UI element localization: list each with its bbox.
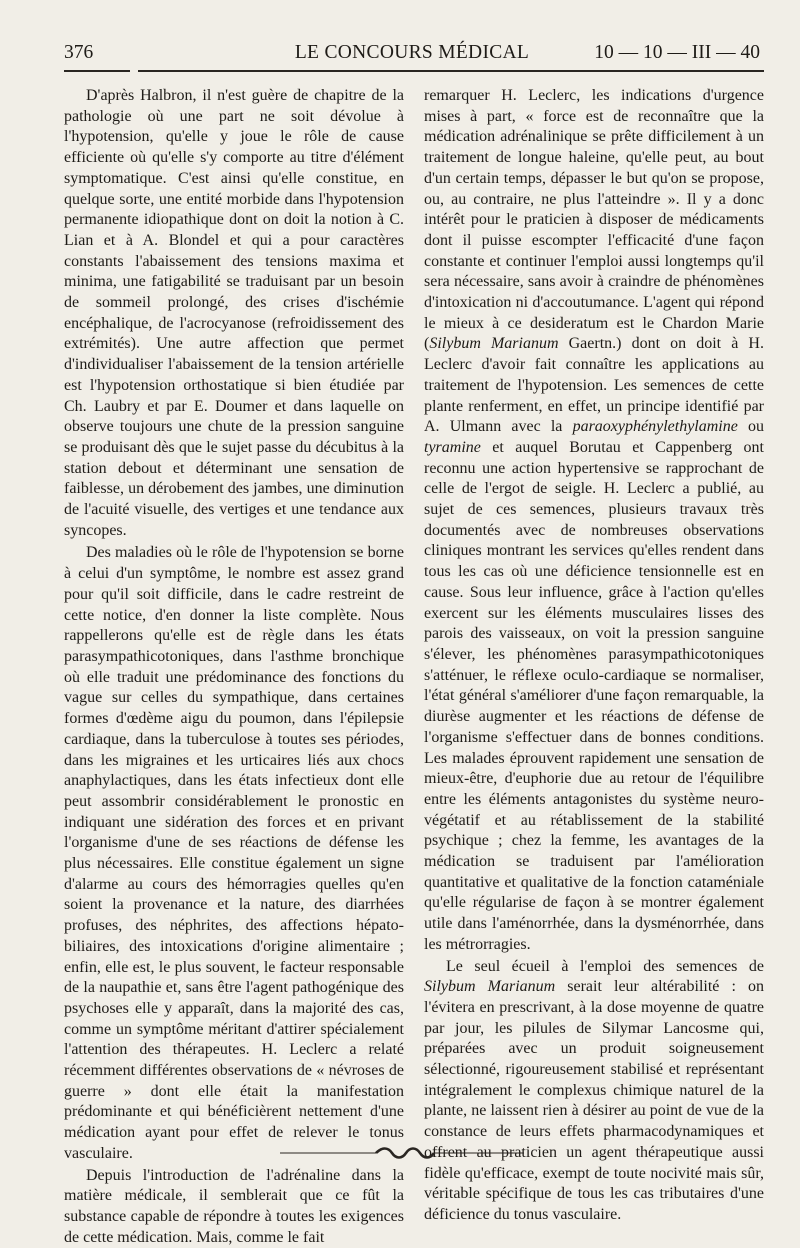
text-run: et auquel Borutau et Cappenberg ont reconnu une action hypertensive se rapprochant de celle de l'ergot de seigle. H. Leclerc a publié, au sujet de ces semences, plusieurs travaux très documentés avec de nombreuses observations cliniques montrant les services qu'elles rendent dans tous les cas où une déficience tensionnelle est en cause. Sous leur influence, grâce à l'action qu'elles exercent sur les éléments musculaires lisses des parois des vaisseaux, on voit la pression sanguine s'élever, les phénomènes parasympathicotoniques s'atténuer, le réflexe oculo-cardiaque se normaliser, l'état général s'améliorer d'une façon remarquable, la diurèse augmenter et les réactions de défense de l'organisme s'effectuer dans de bonnes conditions. Les malades éprouvent rapidement une sensation de mieux-être, d'euphorie due au retour de l'équilibre entre les éléments antagonistes du système neuro-végétatif et au rétablissement de la stabilité psychique ; chez la femme, les avantages de la médication se traduisent par l'amélioration quantitative et qualitative de la fonction cataméniale qu'elle régularise de façon à se montrer également utile dans l'aménorrhée, dans la dysménorrhée, dans les métrorragies.: [424, 438, 764, 953]
paragraph-silybum-effects: [424, 86, 764, 956]
compound-name-italic: paraoxyphénylethylamine: [572, 418, 738, 436]
species-name-italic: Silybum Marianum: [424, 978, 556, 996]
issue-date: 10 — 10 — III — 40: [594, 42, 760, 63]
paragraph-hypotension-entities: D'après Halbron, il n'est guère de chapitre de la pathologie où une part ne soit dévolue à l'hypotension, qu'elle y joue le rôle de cause efficiente où qu'elle s'y comporte au titre d'élément symptomatique. C'est ainsi qu'elle constitue, en quelque sorte, une entité morbide dans l'hypotension permanente idiopathique dont on doit la notion à C. Lian et à A. Blondel et qui a pour caractères constants l'abaissement des tensions maxima et minima, une fatigabilité se traduisant par un besoin de sommeil prolongé, des crises d'ischémie encéphalique, de l'acrocyanose (refroidissement des extrémités). Une autre affection que permet d'individualiser l'abaissement de la tension artérielle est l'hypotension orthostatique si bien étudiée par Ch. Laubry et par E. Doumer et dans laquelle on observe toujours une chute de la pression sanguine se produisant dès que le sujet passe du décubitus à la station debout et déterminant une sensation de faiblesse, un dérobement des jambes, une diminution de l'acuité visuelle, des vertiges et une tendance aux syncopes.: [64, 87, 404, 539]
text-run: remarquer H. Leclerc, les indications d'urgence mises à part, « force est de reconnaître que la médication adrénalinique se prête difficilement à un traitement de longue haleine, qu'elle peut, au bout d'un certain temps, dépasser le but qu'on se propose, ou, au contraire, ne plus l'atteindre ». Il y a donc intérêt pour le praticien à disposer de médicaments dont il puisse escompter l'efficacité d'une façon constante et continuer l'emploi aussi longtemps qu'il sera nécessaire, sans avoir à craindre de phénomènes d'intoxication ni d'accoutumance. L'agent qui répond le mieux à ce desideratum est le Chardon Marie (: [424, 87, 764, 353]
paragraph-adrenaline: Depuis l'introduction de l'adrénaline dans la matière médicale, il semblerait que ce fût la substance capable de répondre à toutes les exigences de cette médication. Mais, comme le fait: [64, 1166, 404, 1246]
right-column: [424, 86, 764, 1226]
paragraph-silymar: [424, 957, 764, 1226]
text-run: Le seul écueil à l'emploi des semences de: [446, 957, 764, 975]
left-column: [64, 86, 404, 1248]
compound-name-italic: tyramine: [424, 438, 481, 456]
paragraph-hypotension-symptom: Des maladies où le rôle de l'hypotension se borne à celui d'un symptôme, le nombre est assez grand pour qu'il soit difficile, dans le cadre restreint de cette notice, d'en donner la liste complète. Nous rappellerons qu'elle est de règle dans les états parasympathicotoniques, dans l'asthme bronchique où elle traduit une prédominance des fonctions du vague sur celles du sympathique, dans certaines formes d'œdème aigu du poumon, dans l'épilepsie cardiaque, dans la tuberculose à toutes ses périodes, dans les migraines et les urticaires liés aux chocs anaphylactiques, dans les états infectieux dont elle peut assombrir considérablement le pronostic en indiquant une sidération des forces et en privant l'organisme d'une de ses réactions de défense les plus nécessaires. Elle constitue également un signe d'alarme au cours des hémorragies quelles qu'en soient la provenance et la nature, des diarrhées profuses, des néphrites, des affections hépato-biliaires, des intoxications d'origine alimentaire ; enfin, elle est, le plus souvent, le facteur responsable de la naupathie et, sans être l'agent pathogénique des psychoses elle y apparaît, dans la majorité des cas, comme un symptôme méritant d'attirer spécialement l'attention des thérapeutes. H. Leclerc a relaté récemment différentes observations de « névroses de guerre » dont elle était la manifestation prédominante et qui bénéficièrent nettement d'une médication ayant pour effet de relever le tonus vasculaire.: [64, 544, 404, 1162]
journal-title: LE CONCOURS MÉDICAL: [294, 42, 530, 63]
text-run: Gaertn.) dont on doit à H. Leclerc d'avoir fait connaître les applications au traitement de l'hypotension. Les semences de cette plante renferment, en effet, un principe identifié par A. Ulmann avec la: [424, 335, 764, 436]
species-name-italic: Silybum Marianum: [429, 335, 559, 353]
page-header: [64, 38, 760, 68]
header-rule-short: [64, 70, 130, 72]
header-rule-long: [138, 70, 764, 72]
text-run: serait leur altérabilité : on l'évitera en prescrivant, à la dose moyenne de quatre par jour, les pilules de Silymar Lancosme qui, préparées avec un produit soigneusement sélectionné, rigoureusement stabilisé et représentant intégralement le complexus chimique naturel de la plante, ne laissent rien à désirer au point de vue de la constance de leurs effets pharmacodynamiques et offrent au praticien un agent thérapeutique aussi fidèle qu'efficace, exempt de toute nocivité mais sûr, véritable spécifique de tous les cas tributaires d'une déficience du tonus vasculaire.: [424, 978, 764, 1223]
ornamental-divider: [280, 1142, 524, 1164]
text-run: ou: [737, 418, 765, 436]
page-number: 376: [64, 42, 94, 63]
